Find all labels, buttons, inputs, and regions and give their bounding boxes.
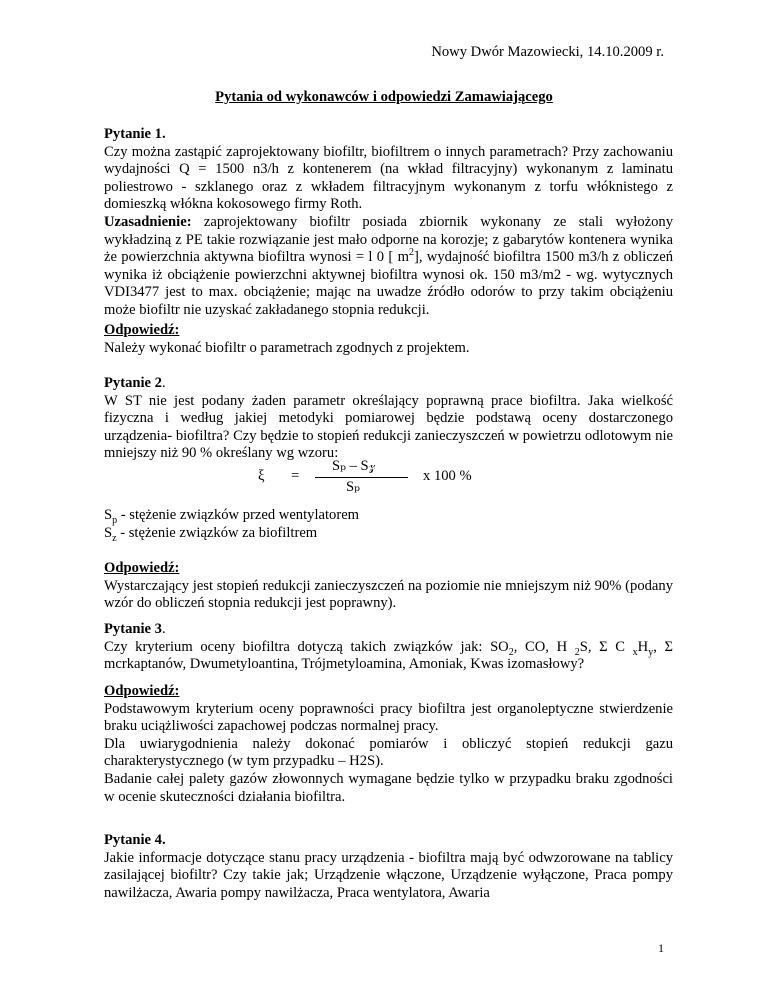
- answer-3-paragraph-3: Badanie całej palety gazów złowonnych wymagane będzie tylko w przypadku braku zgodności w ocenie skuteczności działania biofiltra.: [104, 770, 673, 805]
- answer-1-text: Należy wykonać biofiltr o parametrach zgodnych z projektem.: [104, 339, 470, 356]
- formula-equals: =: [291, 468, 300, 484]
- question-2-text: W ST nie jest podany żaden parametr określający poprawną prace biofiltra. Jaka wielkość fizyczna i według jakiej metodyki pomiarowej będzie podstawą oceny dostarczonego urządzenia- biofiltra? Czy będzie to stopień redukcji zanieczyszczeń w powietrzu odlotowym nie mniejszy niż 90 % określany wg wzoru:: [104, 392, 673, 462]
- question-1: [104, 126, 673, 320]
- question-2-label-line: [104, 375, 673, 393]
- question-4-label: Pytanie 4.: [104, 832, 166, 848]
- legend-sz-text: - stężenie związków za biofiltrem: [116, 524, 318, 541]
- q3-text-1: Czy kryterium oceny biofiltra dotyczą takich związków jak: SO: [104, 638, 509, 655]
- answer-2-text: Wystarczający jest stopień redukcji zanieczyszczeń na poziomie nie mniejszym niż 90% (podany wzór do obliczeń stopnia redukcji jest poprawny).: [104, 577, 673, 612]
- legend-sp-text: - stężenie związków przed wentylatorem: [117, 507, 360, 523]
- page-number: 1: [658, 941, 664, 955]
- question-4-text: Jakie informacje dotyczące stanu pracy urządzenia - biofiltra mają być odwzorowane na tablicy zasilającej biofiltr? Czy takie jak; Urządzenie włączone, Urządzenie wyłączone, Praca pompy nawilżacza, Awaria pompy nawilżacza, Praca wentylatora, Awaria: [104, 849, 673, 901]
- q3-text-4: H: [637, 638, 649, 655]
- q3-sub-3: x: [632, 646, 638, 658]
- legend-sz: [104, 525, 673, 543]
- question-1-text: Czy można zastąpić zaprojektowany biofiltr, biofiltrem o innych parametrach? Przy zachowaniu wydajności Q = 1500 n3/h z kontenerem (na wkład filtracyjny) wykonanym z laminatu poliestrowo - szklanego oraz z wkładem filtracyjnym wykonanym z torfu włóknistego z domieszką włókna kokosowego firmy Roth.: [104, 143, 673, 213]
- answer-1: [104, 322, 673, 357]
- answer-1-label: Odpowiedź:: [104, 322, 180, 338]
- legend-sz-symbol: S: [104, 524, 113, 541]
- justification-label: Uzasadnienie:: [104, 213, 192, 230]
- superscript-2: 2: [408, 247, 414, 259]
- q3-text-2: , CO, H: [513, 638, 575, 655]
- question-3-label-line: [104, 621, 673, 639]
- answer-2: [104, 560, 673, 613]
- answer-2-label: Odpowiedź:: [104, 560, 180, 576]
- legend-sp-sub: p: [112, 514, 118, 526]
- justification-text-part2: ], wydajność biofiltra 1500 m3/h z obliczeń wynika iż obciążenie powierzchni aktywnej biofiltra wynosi ok. 150 m3/m2 - wg. wytycznych VDI3477 jest to max. obciążenie; mając na uwadze źródło odorów to przy takim obciążeniu może biofiltr nie uzyskać zakładanego stopnia redukcji.: [104, 249, 673, 318]
- fraction-line: [315, 477, 408, 478]
- question-3: [104, 621, 673, 674]
- question-2-label: Pytanie 2: [104, 375, 162, 391]
- justification-text-part1: zaprojektowany biofiltr posiada zbiornik wykonany ze stali wyłożony wykładziną z PE takie rozwiązanie jest mało odporne na korozje; z gabarytów kontenera wynika że powierzchnia aktywna biofiltra wynosi = l 0 [ m: [104, 213, 673, 266]
- legend-sp: [104, 507, 673, 525]
- answer-3-paragraph-2: Dla uwiarygodnienia należy dokonać pomiarów i obliczyć stopień redukcji gazu charakterystycznego (w tym przypadku – H2S).: [104, 735, 673, 770]
- legend-sz-sub: z: [112, 532, 117, 544]
- question-2-label-dot: .: [161, 375, 166, 391]
- document-title: Pytania od wykonawców i odpowiedzi Zamawiającego: [215, 89, 553, 105]
- q3-sub-2: 2: [574, 646, 580, 658]
- q3-sub-4: y: [648, 646, 654, 658]
- answer-3: [104, 683, 673, 806]
- question-1-label: Pytanie 1.: [104, 126, 166, 142]
- q3-text-5: , Σ mcrkaptanów, Dwumetyloantina, Trójmetyloamina, Amoniak, Kwas izomasłowy?: [104, 638, 673, 673]
- formula-numerator: Sₚ – S𝓏: [332, 458, 376, 474]
- question-2: [104, 375, 673, 463]
- answer-3-label: Odpowiedź:: [104, 683, 180, 699]
- question-4: [104, 832, 673, 902]
- formula-denominator: Sₚ: [346, 479, 360, 495]
- question-3-text: [104, 639, 673, 674]
- formula-multiplier: x 100 %: [423, 468, 472, 484]
- answer-3-paragraph-1: Podstawowym kryterium oceny poprawności pracy biofiltra jest organoleptyczne stwierdzenie braku uciążliwości zapachowej podczas normalnej pracy.: [104, 700, 673, 735]
- date-line: Nowy Dwór Mazowiecki, 14.10.2009 r.: [431, 44, 664, 60]
- formula-legend: [104, 507, 673, 542]
- q3-text-3: S, Σ C: [579, 638, 633, 655]
- reduction-formula: [0, 458, 768, 498]
- question-1-justification: [104, 214, 673, 320]
- question-3-label: Pytanie 3: [104, 621, 162, 637]
- formula-symbol: ξ: [258, 468, 265, 484]
- legend-sp-symbol: S: [104, 507, 113, 523]
- q3-sub-1: 2: [508, 646, 514, 658]
- question-3-label-dot: .: [161, 621, 166, 637]
